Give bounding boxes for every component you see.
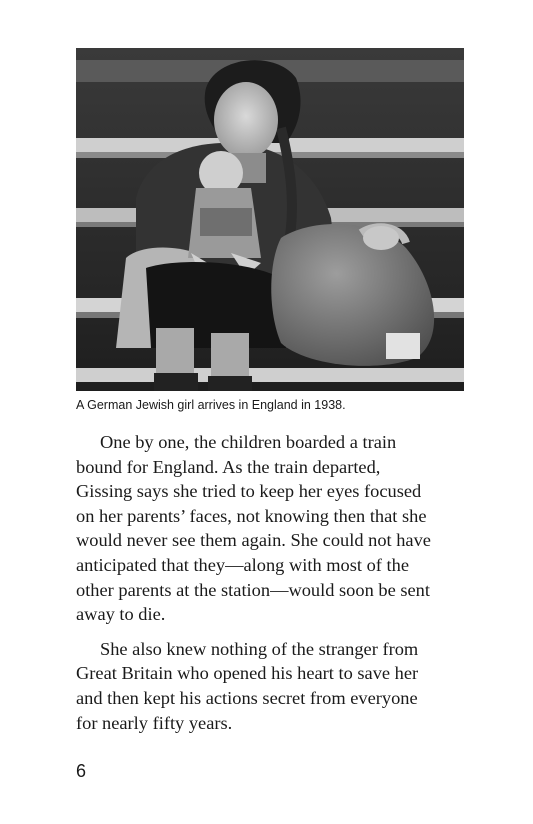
text-line: bound for England. As the train departed, (76, 456, 381, 477)
text-line: would never see them again. She could not have (76, 530, 431, 551)
text-line: for nearly fifty years. (76, 712, 233, 733)
text-line: Gissing says she tried to keep her eyes focused (76, 481, 422, 502)
historical-photo (76, 48, 464, 391)
text-line: One by one, the children boarded a train (100, 432, 397, 452)
text-line: other parents at the station—would soon be sent (76, 579, 430, 600)
body-text (76, 430, 468, 745)
text-line: and then kept his actions secret from everyone (76, 687, 418, 708)
text-line: anticipated that they—along with most of the (76, 554, 409, 575)
text-line: on her parents’ faces, not knowing then that she (76, 505, 427, 526)
paragraph (76, 430, 468, 627)
page-number: 6 (76, 761, 87, 781)
text-line: She also knew nothing of the stranger from (100, 638, 419, 659)
photo-caption: A German Jewish girl arrives in England in 1938. (76, 398, 346, 412)
photo-girl-with-doll (76, 48, 464, 391)
text-line: Great Britain who opened his heart to save her (76, 663, 419, 684)
text-line: away to die. (76, 604, 166, 625)
paragraph (76, 637, 468, 735)
